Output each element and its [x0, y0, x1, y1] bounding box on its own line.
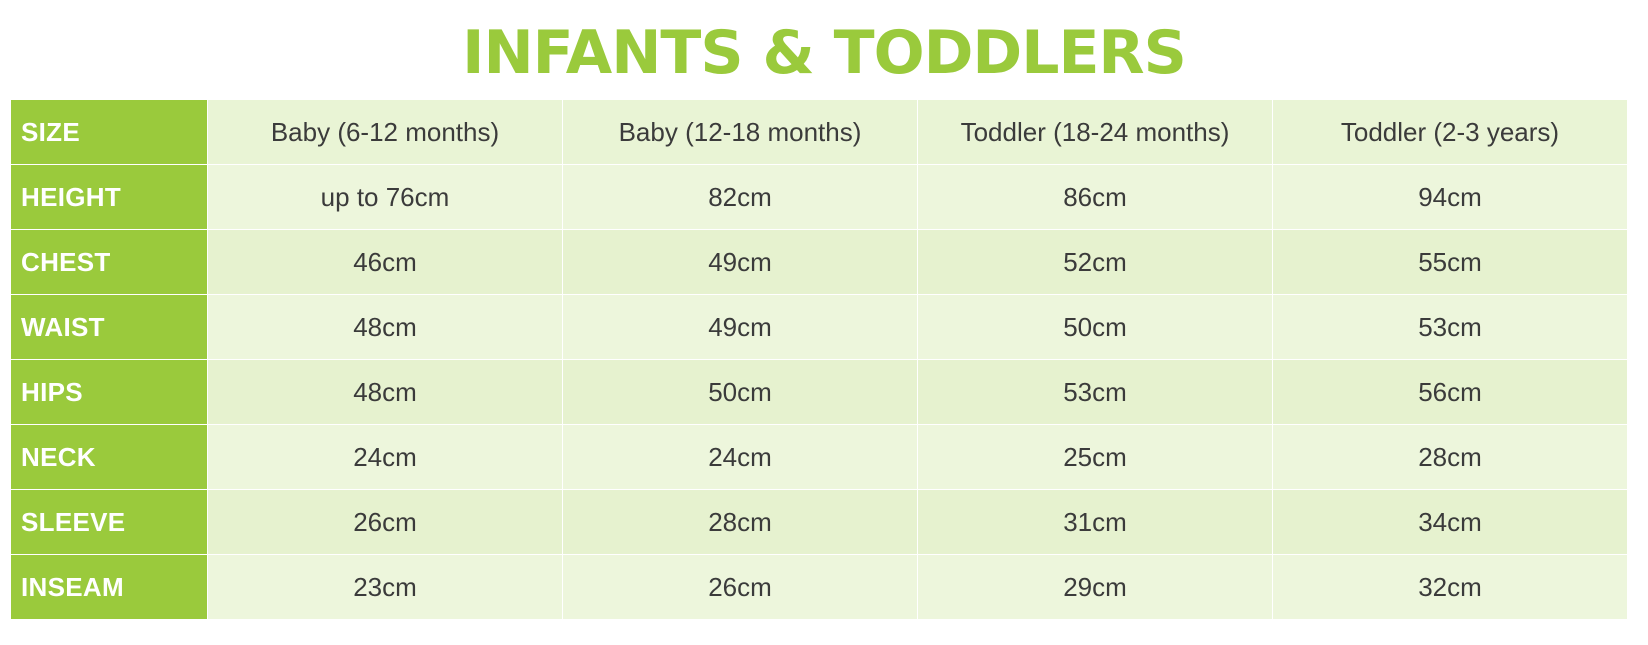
- cell-chest-baby-6-12: 46cm: [208, 230, 563, 295]
- cell-hips-baby-12-18: 50cm: [563, 360, 918, 425]
- cell-height-toddler-18-24: 86cm: [918, 165, 1273, 230]
- cell-sleeve-baby-6-12: 26cm: [208, 490, 563, 555]
- cell-hips-toddler-2-3: 56cm: [1273, 360, 1628, 425]
- cell-height-baby-12-18: 82cm: [563, 165, 918, 230]
- cell-waist-baby-12-18: 49cm: [563, 295, 918, 360]
- row-label-neck: NECK: [11, 425, 208, 490]
- table-row: [11, 295, 1628, 360]
- table-row: [11, 555, 1628, 620]
- cell-inseam-baby-6-12: 23cm: [208, 555, 563, 620]
- row-label-height: HEIGHT: [11, 165, 208, 230]
- cell-waist-toddler-18-24: 50cm: [918, 295, 1273, 360]
- cell-sleeve-baby-12-18: 28cm: [563, 490, 918, 555]
- cell-waist-baby-6-12: 48cm: [208, 295, 563, 360]
- table-row: [11, 360, 1628, 425]
- column-header-baby-12-18: Baby (12-18 months): [563, 100, 918, 165]
- table-header-row: [11, 100, 1628, 165]
- cell-height-toddler-2-3: 94cm: [1273, 165, 1628, 230]
- cell-neck-toddler-18-24: 25cm: [918, 425, 1273, 490]
- cell-neck-baby-6-12: 24cm: [208, 425, 563, 490]
- cell-chest-baby-12-18: 49cm: [563, 230, 918, 295]
- cell-hips-toddler-18-24: 53cm: [918, 360, 1273, 425]
- table-row: [11, 490, 1628, 555]
- row-label-sleeve: SLEEVE: [11, 490, 208, 555]
- column-header-toddler-18-24: Toddler (18-24 months): [918, 100, 1273, 165]
- cell-inseam-toddler-2-3: 32cm: [1273, 555, 1628, 620]
- table-row: [11, 425, 1628, 490]
- cell-neck-baby-12-18: 24cm: [563, 425, 918, 490]
- cell-chest-toddler-18-24: 52cm: [918, 230, 1273, 295]
- cell-hips-baby-6-12: 48cm: [208, 360, 563, 425]
- cell-chest-toddler-2-3: 55cm: [1273, 230, 1628, 295]
- cell-inseam-baby-12-18: 26cm: [563, 555, 918, 620]
- cell-height-baby-6-12: up to 76cm: [208, 165, 563, 230]
- row-label-inseam: INSEAM: [11, 555, 208, 620]
- table-row: [11, 230, 1628, 295]
- cell-sleeve-toddler-2-3: 34cm: [1273, 490, 1628, 555]
- column-header-size: SIZE: [11, 100, 208, 165]
- page-title: INFANTS & TODDLERS: [462, 18, 1186, 88]
- row-label-waist: WAIST: [11, 295, 208, 360]
- cell-waist-toddler-2-3: 53cm: [1273, 295, 1628, 360]
- column-header-baby-6-12: Baby (6-12 months): [208, 100, 563, 165]
- cell-neck-toddler-2-3: 28cm: [1273, 425, 1628, 490]
- row-label-hips: HIPS: [11, 360, 208, 425]
- table-row: [11, 165, 1628, 230]
- row-label-chest: CHEST: [11, 230, 208, 295]
- column-header-toddler-2-3: Toddler (2-3 years): [1273, 100, 1628, 165]
- cell-sleeve-toddler-18-24: 31cm: [918, 490, 1273, 555]
- cell-inseam-toddler-18-24: 29cm: [918, 555, 1273, 620]
- size-chart-table: [10, 99, 1628, 620]
